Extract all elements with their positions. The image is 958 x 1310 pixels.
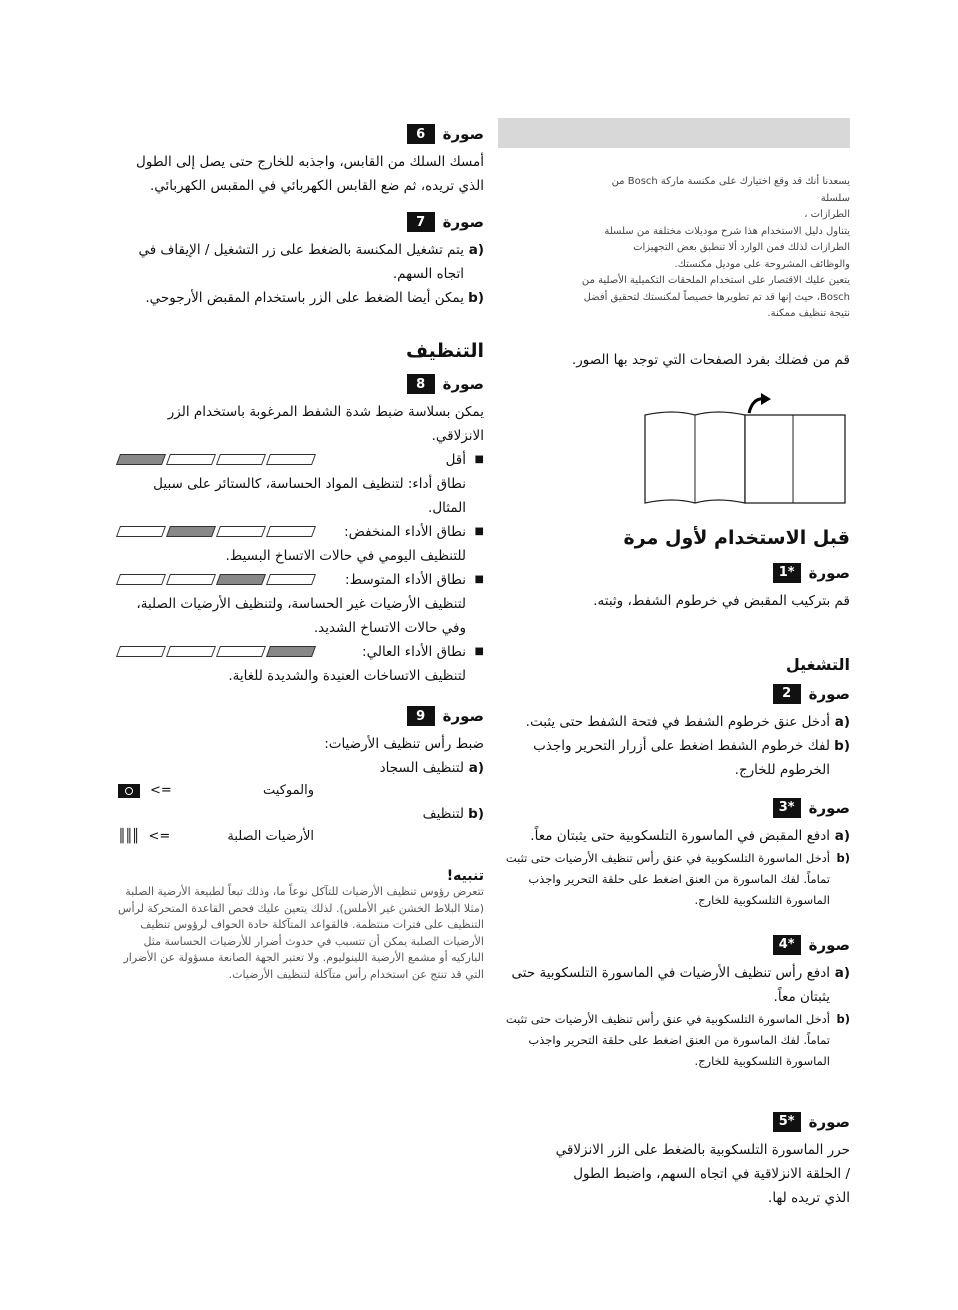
figure-4-item-b: b) أدخل الماسورة التلسكوبية في عنق رأس تنظيف الأرضيات حتى تثبت تماماً. لفك الماسورة من العنق اضغط على حلقة التحرير واجذب الماسورة التلسكوبية للخارج.: [505, 1011, 850, 1068]
figure-3-item-a: a) ادفع المقبض في الماسورة التلسكوبية حتى يثبتان معاً.: [530, 827, 850, 844]
level-segment: [116, 574, 166, 585]
figure-2-label: صورة 2: [498, 684, 850, 704]
intro-text: [580, 174, 850, 323]
figure-9-item-b: b) لتنظيف: [422, 806, 484, 822]
suction-level-title: نطاق الأداء المتوسط:: [345, 572, 466, 588]
figure-number: 2: [773, 684, 801, 704]
intro-line: يتناول دليل الاستخدام هذا شرح موديلات مختلفة من سلسلة: [604, 225, 850, 237]
figure-8-text: يمكن بسلاسة ضبط شدة الشفط المرغوبة باستخدام الزر الانزلاقي.: [167, 404, 484, 444]
level-segment: [266, 646, 316, 657]
level-segment: [166, 454, 216, 465]
figure-7-item-b: b) يمكن أيضا الضغط على الزر باستخدام المقبض الأرجوحي.: [145, 290, 484, 306]
figure-1-text: قم بتركيب المقبض في خرطوم الشفط، وثبته.: [593, 592, 850, 609]
intro-line: الطرازات لذلك فمن الوارد ألا تنطبق بعض التجهيزات: [633, 242, 850, 253]
arrow-symbol: <=: [148, 829, 171, 844]
figure-6-label: صورة 6: [118, 124, 484, 144]
suction-level-indicator: [118, 454, 314, 465]
figure-1-label: صورة 1*: [498, 563, 850, 583]
figure-number: 4*: [773, 935, 801, 955]
cleaning-heading: التنظيف: [405, 340, 484, 362]
suction-level-description: نطاق أداء: لتنظيف المواد الحساسة، كالستائر على سبيل المثال.: [153, 476, 466, 516]
warning-title: تنبيه!: [446, 868, 484, 884]
arrow-symbol: <=: [150, 783, 172, 798]
figure-5-label: صورة 5*: [498, 1112, 850, 1132]
level-segment: [216, 526, 266, 537]
left-column: [118, 118, 484, 983]
right-column: [498, 118, 850, 1210]
level-segment: [166, 574, 216, 585]
intro-line: نتيجة تنظيف ممكنة.: [767, 308, 850, 319]
before-first-use-heading: قبل الاستخدام لأول مرة: [623, 526, 850, 549]
level-segment: [116, 526, 166, 537]
figure-2-item-a: a) أدخل عنق خرطوم الشفط في فتحة الشفط حتى يثبت.: [525, 713, 850, 730]
figure-2-item-b: b) لفك خرطوم الشفط اضغط على أزرار التحرير واجذب الخرطوم للخارج.: [533, 737, 850, 778]
suction-level-item: [118, 448, 484, 520]
intro-line: يسعدنا أنك قد وقع اختيارك على مكنسة ماركة Bosch من سلسلة: [611, 176, 850, 204]
suction-levels-list: [118, 448, 484, 688]
bullet-icon: ■: [474, 646, 484, 657]
level-segment: [116, 646, 166, 657]
unfold-instruction: قم من فضلك بفرد الصفحات التي توجد بها الصور.: [571, 351, 850, 368]
figure-number: 9: [407, 706, 435, 726]
figure-3-item-b: b) أدخل الماسورة التلسكوبية في عنق رأس تنظيف الأرضيات حتى تثبت تماماً. لفك الماسورة من العنق اضغط على حلقة التحرير واجذب الماسورة التلسكوبية للخارج.: [505, 850, 850, 907]
bullet-icon: ■: [474, 454, 484, 465]
level-segment: [266, 526, 316, 537]
intro-line: الطرازات ،: [804, 209, 850, 220]
warning-text: تتعرض رؤوس تنظيف الأرضيات للتآكل نوعاً ما، وذلك تبعاً لطبيعة الأرضية الصلبة (مثلا البلاط الخشن غير الأملس). لذلك يتعين عليك فحص القاعدة المتحركة لرأس التنظيف على فترات منتظمة. فالقواعد المتآكلة حادة الحواف لرؤوس تنظيف الأرضيات الصلبة يمكن أن تتسبب في حدوث أضرار للأرضيات الحساسة مثل الباركيه أو مشمع الأرضية اللينوليوم. ولا تعتبر الجهة الصانعة مسؤولة عن الأضرار التي قد تنتج عن استخدام رأس متآكلة لتنظيف الأرضيات.: [118, 885, 484, 981]
suction-level-item: [118, 640, 484, 688]
suction-level-description: للتنظيف اليومي في حالات الاتساخ البسيط.: [225, 548, 466, 564]
suction-level-description: لتنظيف الأرضيات غير الحساسة، ولتنظيف الأرضيات الصلبة، وفي حالات الاتساخ الشديد.: [136, 596, 466, 636]
figure-4-label: صورة 4*: [498, 935, 850, 955]
figure-9-label: صورة 9: [118, 706, 484, 726]
level-segment: [116, 454, 166, 465]
intro-line: يتعين عليك الاقتصار على استخدام الملحقات التكميلية الأصلية من: [581, 275, 850, 286]
bullet-icon: ■: [474, 526, 484, 537]
level-segment: [216, 646, 266, 657]
suction-level-title: نطاق الأداء المنخفض:: [344, 524, 466, 540]
intro-line: والوظائف المشروحة على موديل مكنستك.: [674, 258, 850, 270]
level-segment: [166, 526, 216, 537]
brush-icon: ║║║: [118, 829, 139, 844]
operation-heading: التشغيل: [785, 654, 850, 674]
suction-level-description: لتنظيف الاتساخات العنيدة والشديدة للغاية.: [228, 668, 466, 684]
figure-4-item-a: a) ادفع رأس تنظيف الأرضيات في الماسورة التلسكوبية حتى يثبتان معاً.: [511, 964, 850, 1005]
figure-7-label: صورة 7: [118, 212, 484, 232]
figure-number: 3*: [773, 798, 801, 818]
bullet-icon: ■: [474, 574, 484, 585]
level-segment: [266, 574, 316, 585]
figure-number: 6: [407, 124, 435, 144]
figure-3-label: صورة 3*: [498, 798, 850, 818]
figure-8-label: صورة 8: [118, 374, 484, 394]
hard-floor-setting-row: الأرضيات الصلبة ║║║ <=: [118, 826, 484, 848]
figure-number: 1*: [773, 563, 801, 583]
carpet-setting-row: والموكيت <=: [118, 780, 484, 802]
figure-9-text: ضبط رأس تنظيف الأرضيات:: [324, 736, 484, 752]
figure-7-item-a: a) يتم تشغيل المكنسة بالضغط على زر التشغيل / الإيقاف في اتجاه السهم.: [138, 242, 484, 282]
folded-pages-icon: [643, 393, 849, 511]
figure-number: 8: [407, 374, 435, 394]
figure-number: 7: [407, 212, 435, 232]
suction-level-indicator: [118, 646, 314, 657]
suction-level-item: [118, 520, 484, 568]
figure-9-item-a: a) لتنظيف السجاد: [379, 760, 484, 776]
figure-5-text: حرر الماسورة التلسكوبية بالضغط على الزر الانزلاقي / الحلقة الانزلاقية في اتجاه السهم، واضبط الطول الذي تريده لها.: [555, 1141, 850, 1206]
suction-level-title: نطاق الأداء العالي:: [362, 644, 466, 660]
level-segment: [266, 454, 316, 465]
figure-6-text: أمسك السلك من القابس، واجذبه للخارج حتى يصل إلى الطول الذي تريده، ثم ضع القابس الكهربائي في المقبس الكهربائي.: [136, 154, 484, 194]
suction-level-item: [118, 568, 484, 640]
unfold-illustration: [498, 393, 850, 513]
suction-level-title: أقل: [445, 452, 466, 468]
intro-line: Bosch، حيث إنها قد تم تطويرها خصيصاً لمكنستك لتحقيق أفضل: [583, 291, 850, 303]
suction-level-indicator: [118, 526, 314, 537]
suction-level-indicator: [118, 574, 314, 585]
figure-number: 5*: [773, 1112, 801, 1132]
level-segment: [166, 646, 216, 657]
header-bar: [498, 118, 850, 148]
carpet-mode-icon: [118, 784, 140, 798]
level-segment: [216, 454, 266, 465]
level-segment: [216, 574, 266, 585]
